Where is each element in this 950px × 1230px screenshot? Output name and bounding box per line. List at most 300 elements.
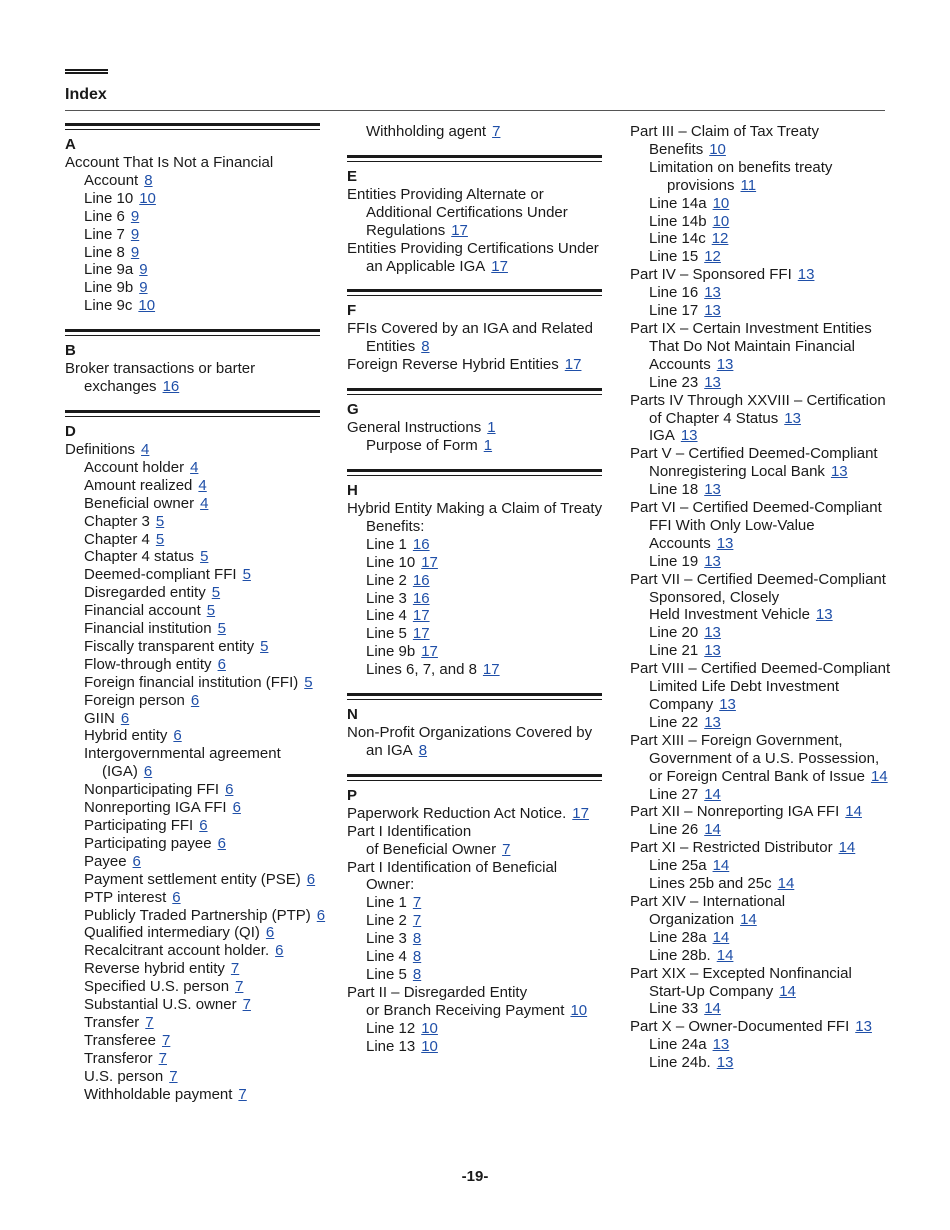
page-reference-link[interactable]: 7 [235,978,244,996]
page-reference-link[interactable]: 13 [719,696,736,713]
index-entry-text: Line 2 [366,912,407,930]
index-entry [65,531,327,549]
index-entry-text: Participating payee [84,834,212,852]
index-entry [347,320,609,356]
page-reference-link[interactable]: 1 [487,419,496,437]
index-entry-text: Part XIX – Excepted Nonfinancial Start-Up Company [630,964,852,1000]
page-reference-link[interactable]: 6 [265,924,275,942]
section-divider [65,410,320,417]
page-reference-link[interactable]: 7 [238,1085,247,1103]
section-divider [347,155,602,162]
page-reference-link[interactable]: 10 [139,189,156,207]
index-entry [65,853,327,871]
header-decorative-rule [65,69,108,74]
index-entry-text: Account That Is Not a Financial Account [65,154,274,189]
page-reference-link[interactable]: 8 [418,741,428,759]
index-entry [65,154,327,190]
page-reference-link[interactable]: 14 [870,767,888,785]
index-entry [65,638,327,656]
index-entry-text: Part XIV – International Organization [630,892,786,928]
section-letter: P [347,786,358,804]
index-entry-text: Broker transactions or barter exchanges [65,360,256,396]
index-entry-text: Part XIII – Foreign Government, Government of a U.S. Possession, or Foreign Central Bank of Issue [630,731,880,785]
index-column-1 [65,123,327,1118]
index-entry-text: Reverse hybrid entity [84,960,225,978]
index-entry-text: FFIs Covered by an IGA and Related Entities [347,320,593,356]
index-entry-text: Non-Profit Organizations Covered by an IGA [347,724,593,759]
page-reference-link[interactable]: 14 [704,785,721,803]
page-reference-link[interactable]: 10 [138,297,156,315]
page-number: -19- [461,1168,489,1185]
index-entry-text: Held Investment Vehicle [649,606,810,624]
page-reference-link[interactable]: 13 [797,266,815,284]
index-entry-text: Fiscally transparent entity [84,637,255,655]
page-reference-link[interactable]: 7 [230,960,240,978]
index-entry-text: Line 3 [366,930,407,948]
index-entry [347,590,609,608]
index-entry [630,803,892,821]
page-reference-link[interactable]: 9 [139,279,148,297]
page-reference-link[interactable]: 8 [421,338,430,356]
index-entry [630,213,892,231]
index-entry [347,805,609,823]
page-reference-link[interactable]: 7 [412,894,422,912]
index-entry-text: Hybrid entity [84,727,168,745]
index-entry [630,445,892,481]
page-reference-link[interactable]: 5 [260,637,269,655]
index-entry [630,642,892,660]
index-entry [65,960,327,978]
page-reference-link[interactable]: 6 [306,870,316,888]
page-reference-link[interactable]: 6 [132,852,141,870]
page-reference-link[interactable]: 5 [155,512,165,530]
page-reference-link[interactable]: 8 [412,930,422,948]
page-reference-link[interactable]: 14 [712,928,730,946]
page-reference-link[interactable]: 16 [412,589,430,607]
page-reference-link[interactable]: 14 [779,982,796,1000]
page-reference-link[interactable]: 14 [704,1000,721,1018]
index-entry [630,374,892,392]
page-reference-link[interactable]: 13 [704,713,721,731]
index-column-2 [347,123,609,1070]
index-entry [347,912,609,930]
index-entry-text: Line 14c [649,230,706,248]
page-reference-link[interactable]: 13 [704,373,721,391]
index-entry [630,947,892,965]
index-entry [630,123,892,159]
index-entry-text: Transferee [84,1031,156,1049]
page-reference-link[interactable]: 6 [143,763,153,781]
index-entry [65,835,327,853]
index-entry [347,643,609,661]
index-entry-text: Line 26 [649,821,699,839]
page-reference-link[interactable]: 13 [704,642,721,660]
index-entry-text: Line 4 [366,607,407,625]
index-entry [630,553,892,571]
index-entry [347,607,609,625]
index-entry [630,875,892,893]
index-entry [630,159,892,195]
index-entry-text: Line 1 [366,894,407,912]
index-entry-text: Line 9b [84,279,134,297]
index-entry-text: Purpose of Form [366,437,478,455]
index-entry-text: Part IX – Certain Investment Entities That Do Not Maintain Financial Accounts [630,319,872,373]
page-reference-link[interactable]: 17 [482,661,500,679]
page-reference-link[interactable]: 6 [173,727,182,745]
index-entry [347,859,609,895]
index-entry [630,857,892,875]
page-reference-link[interactable]: 6 [316,906,326,924]
page-title: Index [65,86,107,103]
page-reference-link[interactable]: 4 [141,440,150,458]
index-entry-text: Line 3 [366,589,407,607]
index-entry [630,965,892,1001]
index-entry [630,839,892,857]
index-entry-text: Line 12 [366,1019,416,1037]
index-entry-text: Paperwork Reduction Act Notice. [347,804,567,822]
index-entry-text: Flow-through entity [84,655,212,673]
index-entry-text: IGA [649,427,675,445]
index-entry-text: Line 20 [649,624,699,642]
index-entry-text: Nonparticipating FFI [84,781,220,799]
index-entry [630,714,892,732]
page-reference-link[interactable]: 4 [198,476,207,494]
index-entry [65,1032,327,1050]
index-entry [347,966,609,984]
page-reference-link[interactable]: 17 [412,625,430,643]
index-entry-text: Line 17 [649,302,699,320]
page-reference-link[interactable]: 5 [304,673,313,691]
index-entry [65,1014,327,1032]
page-reference-link[interactable]: 17 [564,356,582,374]
index-entry-text: U.S. person [84,1067,164,1085]
page-reference-link[interactable]: 13 [716,534,734,552]
page-reference-link[interactable]: 14 [777,875,795,893]
index-entry-text: Transferor [84,1049,153,1067]
index-entry-text: Foreign person [84,691,185,709]
index-entry-text: Definitions [65,440,136,458]
page-reference-link[interactable]: 10 [712,212,730,230]
index-entry [347,894,609,912]
index-entry [65,297,327,315]
page-reference-link[interactable]: 13 [716,1054,734,1072]
page-reference-link[interactable]: 10 [570,1001,588,1019]
index-entry-text: Participating FFI [84,817,194,834]
page-reference-link[interactable]: 5 [206,602,216,620]
index-entry-text: Foreign Reverse Hybrid Entities [347,356,559,374]
page-reference-link[interactable]: 9 [130,225,140,243]
index-entry-text: Specified U.S. person [84,978,230,996]
index-entry [347,841,609,859]
index-entry-text: Substantial U.S. owner [84,996,237,1014]
index-column-3 [630,123,892,1086]
page-reference-link[interactable]: 7 [145,1013,154,1031]
index-entry-text: Line 8 [84,243,125,261]
index-entry [630,1018,892,1036]
index-entry [630,821,892,839]
index-entry-text: Part IV – Sponsored FFI [630,266,792,284]
index-section-f [347,289,609,374]
index-entry-text: Entities Providing Alternate or Additional Certifications Under Regulations [347,185,568,239]
page-reference-link[interactable]: 7 [169,1067,178,1085]
page-reference-link[interactable]: 14 [740,910,757,928]
page-reference-link[interactable]: 14 [716,946,734,964]
index-entry [65,477,327,495]
page-reference-link[interactable]: 17 [491,257,508,275]
index-entry [347,419,609,437]
index-entry [630,660,892,714]
index-entry-text: Payment settlement entity (PSE) [84,870,301,888]
index-entry-text: Line 9b [366,643,416,661]
page-reference-link[interactable]: 5 [242,566,251,584]
index-entry-text: Account holder [84,458,185,476]
index-entry-text: Line 1 [366,535,407,553]
page-reference-link[interactable]: 14 [845,803,862,821]
index-section-continued [630,123,892,1072]
page-reference-link[interactable]: 6 [120,709,130,727]
index-entry-text: GIIN [84,709,115,727]
page-reference-link[interactable]: 16 [412,535,430,553]
index-entry-text: Deemed-compliant FFI [84,566,237,584]
page-reference-link[interactable]: 9 [139,261,148,279]
section-letter: E [347,167,358,185]
index-entry-text: Line 6 [84,207,125,225]
index-entry [347,437,609,455]
index-entry-text: Disregarded entity [84,584,206,602]
index-entry [65,1050,327,1068]
page-reference-link[interactable]: 6 [199,817,208,834]
page-reference-link[interactable]: 13 [704,481,721,499]
page-reference-link[interactable]: 13 [716,355,734,373]
index-entry-text: Line 18 [649,481,699,499]
index-entry [347,1002,609,1020]
index-section-e [347,155,609,276]
index-section-h [347,469,609,679]
page-reference-link[interactable]: 13 [830,463,848,481]
index-section-n [347,693,609,760]
index-entry-text: of Beneficial Owner [366,840,497,858]
index-entry-text: Nonreporting IGA FFI [84,799,227,817]
index-entry-text: Chapter 4 status [84,548,195,566]
page-reference-link[interactable]: 16 [412,571,430,589]
index-entry [65,584,327,602]
page-reference-link[interactable]: 13 [704,284,721,302]
index-entry-text: General Instructions [347,419,482,437]
index-entry-text: Hybrid Entity Making a Claim of Treaty Benefits: [347,499,603,535]
index-entry [630,320,892,374]
page-reference-link[interactable]: 4 [190,458,199,476]
index-entry [347,984,609,1002]
page-reference-link[interactable]: 7 [412,912,422,930]
index-entry-text: Part VI – Certified Deemed-Compliant FFI With Only Low-Value Accounts [630,499,882,552]
page-reference-link[interactable]: 13 [704,624,721,642]
page-reference-link[interactable]: 13 [855,1018,872,1036]
page-reference-link[interactable]: 10 [421,1019,438,1037]
index-entry-text: Line 24b. [649,1054,711,1072]
page-reference-link[interactable]: 13 [815,606,833,624]
index-entry [347,1038,609,1056]
index-entry-text: Financial account [84,602,201,620]
index-entry-text: Recalcitrant account holder. [84,942,270,960]
page-reference-link[interactable]: 8 [412,966,422,983]
page-reference-link[interactable]: 12 [704,248,721,266]
section-divider [347,289,602,296]
index-entry-text: Line 10 [366,553,416,571]
index-entry-text: Withholdable payment [84,1085,233,1103]
page-reference-link[interactable]: 17 [451,221,468,239]
index-entry-text: Line 19 [649,552,699,570]
page-reference-link[interactable]: 6 [172,888,181,906]
index-section-d [65,410,327,1104]
page-reference-link[interactable]: 14 [712,857,730,875]
section-letter: D [65,422,76,440]
page-reference-link[interactable]: 5 [211,584,221,602]
index-entry [65,279,327,297]
page-reference-link[interactable]: 6 [275,942,284,960]
page-reference-link[interactable]: 7 [492,123,501,140]
page-reference-link[interactable]: 6 [217,834,226,852]
index-entry-text: Lines 25b and 25c [649,875,772,893]
page-reference-link[interactable]: 13 [704,552,721,570]
page-reference-link[interactable]: 10 [709,140,726,158]
index-entry-text: Payee [84,852,127,870]
index-entry [630,284,892,302]
index-entry [630,195,892,213]
index-entry [65,889,327,907]
index-entry [65,441,327,459]
index-entry [65,620,327,638]
index-entry-text: Line 4 [366,948,407,966]
index-entry-text: Part VIII – Certified Deemed-Compliant Limited Life Debt Investment Company [630,660,891,713]
page-reference-link[interactable]: 6 [232,799,241,817]
index-entry-text: Part XII – Nonreporting IGA FFI [630,803,840,821]
index-entry [65,1086,327,1104]
index-entry [630,1054,892,1072]
index-entry [65,244,327,262]
index-entry-text: Intergovernmental agreement (IGA) [84,745,281,781]
index-entry-text: Line 2 [366,571,407,589]
index-entry [65,674,327,692]
index-entry [65,942,327,960]
index-entry [630,302,892,320]
index-entry [65,710,327,728]
index-entry [630,230,892,248]
index-entry-text: Line 15 [649,248,699,266]
page-reference-link[interactable]: 8 [412,948,422,966]
page-reference-link[interactable]: 12 [711,230,729,248]
page-reference-link[interactable]: 17 [572,804,589,822]
page-reference-link[interactable]: 9 [130,207,140,225]
page-reference-link[interactable]: 9 [130,243,140,261]
index-entry [630,893,892,929]
header-divider [65,110,885,111]
index-entry [65,548,327,566]
index-entry-text: Line 27 [649,785,699,803]
section-letter: G [347,401,359,419]
page-reference-link[interactable]: 6 [225,781,234,799]
index-entry-text: Line 22 [649,713,699,731]
section-divider [347,774,602,781]
page-reference-link[interactable]: 5 [200,548,209,566]
page-reference-link[interactable]: 14 [838,839,856,857]
page-reference-link[interactable]: 17 [412,607,430,625]
page-reference-link[interactable]: 13 [712,1036,730,1054]
index-section-continued [347,123,609,141]
index-entry [65,817,327,835]
page-reference-link[interactable]: 10 [712,194,730,212]
page-reference-link[interactable]: 5 [217,620,226,638]
index-section-b [65,329,327,396]
page-reference-link[interactable]: 14 [704,821,721,839]
page-reference-link[interactable]: 17 [421,643,438,661]
index-entry-text: Line 9c [84,297,133,315]
index-entry-text: Line 28a [649,928,707,946]
index-entry [65,727,327,745]
index-entry [347,356,609,374]
index-entry [65,513,327,531]
index-entry-text: Financial institution [84,620,212,638]
index-entry-text: Withholding agent [366,123,487,140]
index-entry [65,495,327,513]
index-entry-text: Foreign financial institution (FFI) [84,673,299,691]
index-entry-text: Part I Identification [347,822,472,840]
page-reference-link[interactable]: 13 [704,302,721,320]
index-entry [630,499,892,553]
index-entry-text: Beneficial owner [84,494,195,512]
index-entry [65,360,327,396]
index-entry [65,208,327,226]
page-reference-link[interactable]: 4 [200,494,209,512]
index-entry [347,625,609,643]
index-section-a [65,123,327,315]
page-reference-link[interactable]: 7 [502,840,511,858]
page-reference-link[interactable]: 7 [242,996,251,1014]
index-entry [630,392,892,428]
page-reference-link[interactable]: 5 [155,530,165,548]
page-reference-link[interactable]: 13 [784,409,801,427]
index-section-g [347,388,609,455]
index-entry [65,745,327,781]
index-entry [347,661,609,679]
page-reference-link[interactable]: 11 [740,176,757,194]
page-reference-link[interactable]: 16 [162,378,180,396]
index-entry-text: Line 9a [84,261,134,279]
index-entry-text: Line 7 [84,225,125,243]
index-entry [630,786,892,804]
index-entry-text: Entities Providing Certifications Under an Applicable IGA [347,239,599,275]
page-reference-link[interactable]: 8 [144,171,153,189]
section-divider [347,388,602,395]
index-entry [65,996,327,1014]
page-reference-link[interactable]: 7 [158,1049,167,1067]
page-reference-link[interactable]: 17 [421,553,438,571]
page-reference-link[interactable]: 13 [680,427,698,445]
page-reference-link[interactable]: 7 [161,1031,171,1049]
index-entry-text: Line 10 [84,189,134,207]
page-reference-link[interactable]: 1 [483,437,493,455]
index-entry-text: Line 23 [649,373,699,391]
page-reference-link[interactable]: 10 [421,1037,438,1055]
index-entry [65,226,327,244]
index-entry [347,240,609,276]
index-entry-text: Line 5 [366,966,407,983]
index-entry [65,781,327,799]
index-entry [65,907,327,925]
page-reference-link[interactable]: 6 [217,655,226,673]
section-letter: B [65,342,76,360]
page-reference-link[interactable]: 6 [190,691,200,709]
index-section-p [347,774,609,1056]
